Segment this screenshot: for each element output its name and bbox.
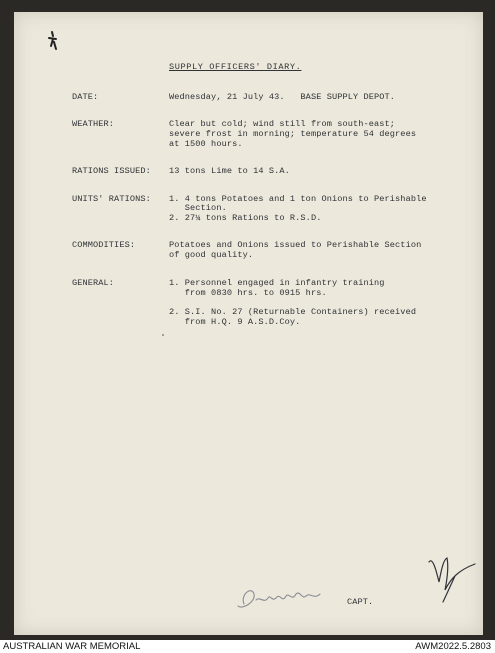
general-item-line: from 0830 hrs. to 0915 hrs. [169,288,327,298]
units-rations-label: UNITS' RATIONS: [72,194,151,204]
general-item-line: 1. Personnel engaged in infantry training [169,278,385,288]
commodities-label: COMMODITIES: [72,240,136,250]
handwritten-initials [425,548,481,604]
rations-issued-value: 13 tons Lime to 14 S.A. [169,166,290,176]
general-label: GENERAL: [72,278,115,288]
units-rations-line: 1. 4 tons Potatoes and 1 ton Onions to Perishable [169,194,427,204]
date-value: Wednesday, 21 July 43. BASE SUPPLY DEPOT. [169,92,396,102]
signatory-rank: CAPT. [347,597,374,607]
footer-reference: AWM2022.5.2803 [415,641,491,652]
units-rations-line: Section. [169,203,227,213]
weather-line: severe frost in morning; temperature 54 degrees [169,129,417,139]
pencil-dot [162,334,164,336]
commodities-line: of good quality. [169,250,254,260]
commodities-line: Potatoes and Onions issued to Perishable Section [169,240,422,250]
date-label: DATE: [72,92,99,102]
footer-source: AUSTRALIAN WAR MEMORIAL [3,641,141,652]
general-item-line: 2. S.I. No. 27 (Returnable Containers) received [169,307,417,317]
handwritten-pencil-mark [46,30,60,52]
general-item-line: from H.Q. 9 A.S.D.Coy. [169,317,301,327]
weather-line: at 1500 hours. [169,139,243,149]
units-rations-line: 2. 27¼ tons Rations to R.S.D. [169,213,322,223]
diary-title: SUPPLY OFFICERS' DIARY. [169,62,302,72]
weather-line: Clear but cold; wind still from south-east; [169,119,396,129]
handwritten-signature [234,580,326,616]
rations-issued-label: RATIONS ISSUED: [72,166,151,176]
weather-label: WEATHER: [72,119,115,129]
